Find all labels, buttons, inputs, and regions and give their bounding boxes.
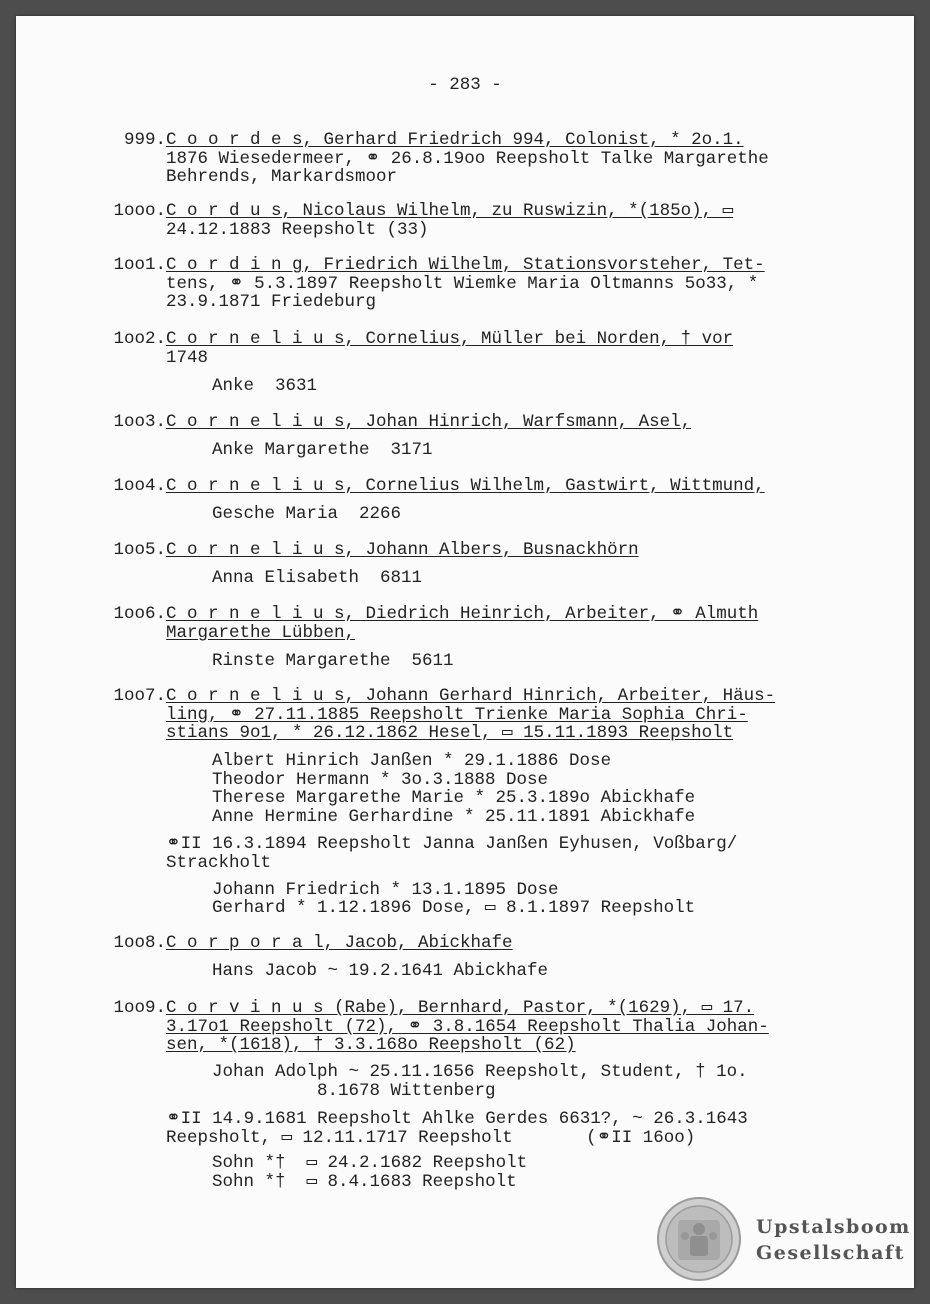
child-line: Anke Margarethe 3171 — [212, 440, 433, 460]
child-line: Therese Margarethe Marie * 25.3.189o Abickhafe — [212, 788, 696, 808]
child-line: Anne Hermine Gerhardine * 25.11.1891 Abickhafe — [212, 807, 696, 827]
page-number: - 283 - — [428, 75, 502, 95]
child-line: Albert Hinrich Janßen * 29.1.1886 Dose — [212, 751, 612, 771]
second-marriage-note: ⚭II 16.3.1894 Reepsholt Janna Janßen Eyhusen, Voßbarg/ Strackholt — [166, 834, 738, 873]
child-line: Johan Adolph ~ 25.11.1656 Reepsholt, Student, † 1o. — [212, 1062, 748, 1082]
child-line: Anke 3631 — [212, 376, 318, 396]
child-line: Gesche Maria 2266 — [212, 504, 402, 524]
document-page — [16, 16, 914, 1288]
child-line: Theodor Hermann * 3o.3.1888 Dose — [212, 770, 549, 790]
entry-number: 1oo2. — [113, 329, 166, 349]
child-line: Johann Friedrich * 13.1.1895 Dose — [212, 880, 559, 900]
entry-text: C o o r d e s, Gerhard Friedrich 994, Colonist, * 2o.1. 1876 Wiesedermeer, ⚭ 26.8.19oo Reepsholt Talke Margarethe Behrends, Markardsmoor — [166, 130, 769, 187]
entry-text: C o r p o r a l, Jacob, Abickhafe — [166, 933, 513, 953]
entry-text: C o r n e l i u s, Cornelius, Müller bei Norden, † vor 1748 — [166, 329, 734, 368]
society-seal-icon — [656, 1196, 742, 1282]
entry-number: 999. — [123, 130, 166, 150]
child-line: Hans Jacob ~ 19.2.1641 Abickhafe — [212, 961, 549, 981]
entry-number: 1oo1. — [113, 255, 166, 275]
society-name — [756, 1214, 911, 1266]
entry-text: C o r d i n g, Friedrich Wilhelm, Stationsvorsteher, Tet- tens, ⚭ 5.3.1897 Reepsholt Wiemke Maria Oltmanns 5o33, * 23.9.1871 Friedeburg — [166, 255, 765, 312]
entry-text: C o r n e l i u s, Johan Hinrich, Warfsmann, Asel, — [166, 412, 692, 432]
entry-text: C o r n e l i u s, Diedrich Heinrich, Arbeiter, ⚭ Almuth Margarethe Lübben, — [166, 604, 759, 643]
entry-number: 1oo6. — [113, 604, 166, 624]
entry-number: 1oo5. — [113, 540, 166, 560]
entry-text: C o r n e l i u s, Johann Gerhard Hinrich, Arbeiter, Häus- ling, ⚭ 27.11.1885 Reepsholt Trienke Maria Sophia Chri- stians 9o1, * 26.12.1862 Hesel, ▭ 15.11.1893 Reepsholt — [166, 686, 776, 743]
entry-number: 1oo9. — [113, 998, 166, 1018]
entry-number: 1oo8. — [113, 933, 166, 953]
child-line: Gerhard * 1.12.1896 Dose, ▭ 8.1.1897 Reepsholt — [212, 898, 696, 918]
child-line: Sohn *† ▭ 8.4.1683 Reepsholt — [212, 1172, 517, 1192]
entry-text: C o r n e l i u s, Cornelius Wilhelm, Gastwirt, Wittmund, — [166, 476, 765, 496]
entry-number: 1ooo. — [113, 201, 166, 221]
child-line: Anna Elisabeth 6811 — [212, 568, 423, 588]
entry-number: 1oo4. — [113, 476, 166, 496]
entry-text: C o r d u s, Nicolaus Wilhelm, zu Ruswizin, *(185o), ▭ 24.12.1883 Reepsholt (33) — [166, 201, 734, 240]
entry-text: C o r v i n u s (Rabe), Bernhard, Pastor, *(1629), ▭ 17. 3.17o1 Reepsholt (72), ⚭ 3.8.1654 Reepsholt Thalia Johan- sen, *(1618), † 3.3.168o Reepsholt (62) — [166, 998, 769, 1055]
second-marriage-note: ⚭II 14.9.1681 Reepsholt Ahlke Gerdes 6631?, ~ 26.3.1643 Reepsholt, ▭ 12.11.1717 Reepsholt (⚭II 16oo) — [166, 1109, 748, 1148]
society-name-line2: Gesellschaft — [756, 1242, 905, 1264]
society-name-line1: Upstalsboom — [756, 1216, 911, 1238]
entry-number: 1oo7. — [113, 686, 166, 706]
entry-text: C o r n e l i u s, Johann Albers, Busnackhörn — [166, 540, 639, 560]
child-line: 8.1678 Wittenberg — [212, 1081, 496, 1101]
child-line: Rinste Margarethe 5611 — [212, 651, 454, 671]
child-line: Sohn *† ▭ 24.2.1682 Reepsholt — [212, 1153, 528, 1173]
entry-number: 1oo3. — [113, 412, 166, 432]
